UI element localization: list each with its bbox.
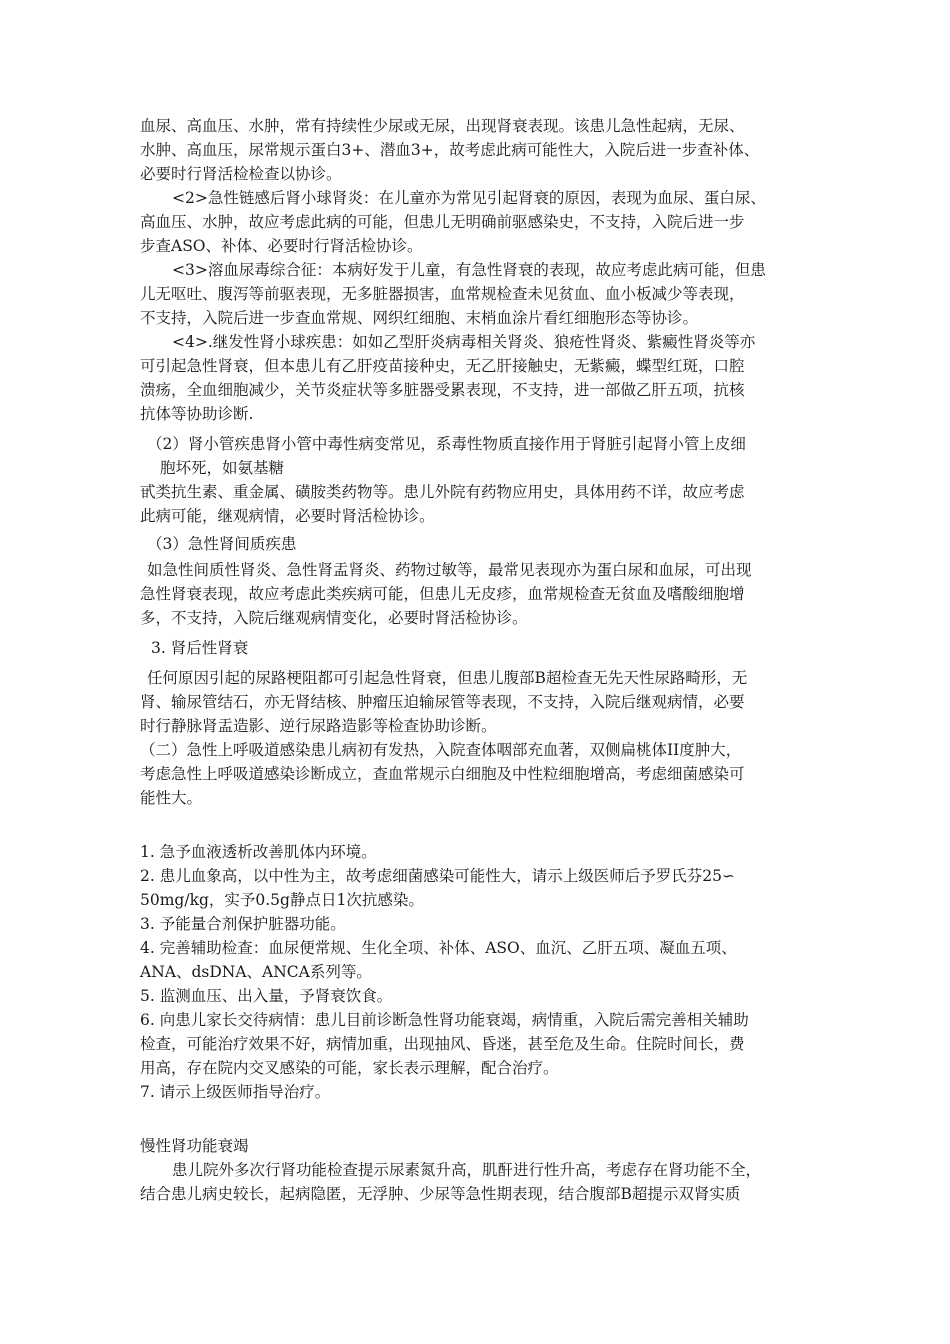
text-line: <2>急性链感后肾小球肾炎：在儿童亦为常见引起肾衰的原因，表现为血尿、蛋白尿、 (172, 189, 766, 207)
text-line: 步查ASO、补体、必要时行肾活检协诊。 (140, 237, 423, 255)
text-line: 3. 予能量合剂保护脏器功能。 (140, 915, 346, 933)
text-line: 必要时行肾活检检查以协诊。 (140, 165, 342, 183)
text-line: 50mg/kg，实予0.5g静点日1次抗感染。 (140, 891, 424, 909)
text-line: （3）急性肾间质疾患 (147, 535, 297, 553)
text-line: 儿无呕吐、腹泻等前驱表现，无多脏器损害，血常规检查未见贫血、血小板减少等表现， (140, 285, 745, 303)
text-line: 时行静脉肾盂造影、逆行尿路造影等检查协助诊断。 (140, 717, 497, 735)
text-line: 患儿院外多次行肾功能检查提示尿素氮升高，肌酐进行性升高，考虑存在肾功能不全， (172, 1161, 762, 1179)
text-line: 2. 患儿血象高，以中性为主，故考虑细菌感染可能性大，请示上级医师后予罗氏芬25∽ (140, 867, 735, 885)
text-line: ANA、dsDNA、ANCA系列等。 (140, 963, 372, 981)
text-line: 水肿、高血压，尿常规示蛋白3+、潜血3+，故考虑此病可能性大，入院后进一步查补体、 (140, 141, 760, 159)
text-line: 用高，存在院内交叉感染的可能，家长表示理解，配合治疗。 (140, 1059, 559, 1077)
text-line: （2）肾小管疾患肾小管中毒性病变常见，系毒性物质直接作用于肾脏引起肾小管上皮细 (147, 435, 746, 453)
text-line: 多，不支持，入院后继观病情变化，必要时肾活检协诊。 (140, 609, 528, 627)
text-line: <4>.继发性肾小球疾患：如如乙型肝炎病毒相关肾炎、狼疮性肾炎、紫癜性肾炎等亦 (172, 333, 756, 351)
text-line: 1. 急予血液透析改善肌体内环境。 (140, 843, 377, 861)
text-line: 甙类抗生素、重金属、磺胺类药物等。患儿外院有药物应用史，具体用药不详，故应考虑 (140, 483, 745, 501)
text-line: 4. 完善辅助检查：血尿便常规、生化全项、补体、ASO、血沉、乙肝五项、凝血五项、 (140, 939, 737, 957)
text-line: 7. 请示上级医师指导治疗。 (140, 1083, 331, 1101)
text-line: 考虑急性上呼吸道感染诊断成立，查血常规示白细胞及中性粒细胞增高，考虑细菌感染可 (140, 765, 745, 783)
text-line: 结合患儿病史较长，起病隐匿，无浮肿、少尿等急性期表现，结合腹部B超提示双肾实质 (140, 1185, 741, 1203)
text-line: 不支持，入院后进一步查血常规、网织红细胞、末梢血涂片看红细胞形态等协诊。 (140, 309, 699, 327)
text-line: 能性大。 (140, 789, 203, 807)
text-line: 任何原因引起的尿路梗阻都可引起急性肾衰，但患儿腹部B超检查无先天性尿路畸形，无 (147, 669, 748, 687)
text-line: （二）急性上呼吸道感染患儿病初有发热，入院查体咽部充血著，双侧扁桃体II度肿大， (140, 741, 742, 759)
text-line: 6. 向患儿家长交待病情：患儿目前诊断急性肾功能衰竭，病情重，入院后需完善相关辅助 (140, 1011, 749, 1029)
text-line: 检查，可能治疗效果不好，病情加重，出现抽风、昏迷，甚至危及生命。住院时间长，费 (140, 1035, 745, 1053)
text-line: 溃疡，全血细胞减少，关节炎症状等多脏器受累表现，不支持，进一部做乙肝五项，抗核 (140, 381, 745, 399)
section-heading: 慢性肾功能衰竭 (140, 1137, 249, 1155)
text-line: 如急性间质性肾炎、急性肾盂肾炎、药物过敏等，最常见表现亦为蛋白尿和血尿，可出现 (147, 561, 752, 579)
text-line: 急性肾衰表现，故应考虑此类疾病可能，但患儿无皮疹，血常规检查无贫血及嗜酸细胞增 (140, 585, 745, 603)
text-line: 肾、输尿管结石，亦无肾结核、肿瘤压迫输尿管等表现，不支持，入院后继观病情，必要 (140, 693, 745, 711)
text-line: 此病可能，继观病情，必要时肾活检协诊。 (140, 507, 435, 525)
text-line: 胞坏死，如氨基糖 (160, 459, 285, 477)
text-line: 血尿、高血压、水肿，常有持续性少尿或无尿，出现肾衰表现。该患儿急性起病，无尿、 (140, 117, 745, 135)
text-line: 3. 肾后性肾衰 (151, 639, 249, 657)
text-line: 高血压、水肿，故应考虑此病的可能，但患儿无明确前驱感染史，不支持，入院后进一步 (140, 213, 745, 231)
text-line: 5. 监测血压、出入量，予肾衰饮食。 (140, 987, 393, 1005)
text-line: 可引起急性肾衰，但本患儿有乙肝疫苗接种史，无乙肝接触史，无紫癜，蝶型红斑，口腔 (140, 357, 745, 375)
text-line: <3>溶血尿毒综合征：本病好发于儿童，有急性肾衰的表现，故应考虑此病可能，但患 (172, 261, 766, 279)
text-line: 抗体等协助诊断. (140, 405, 254, 423)
